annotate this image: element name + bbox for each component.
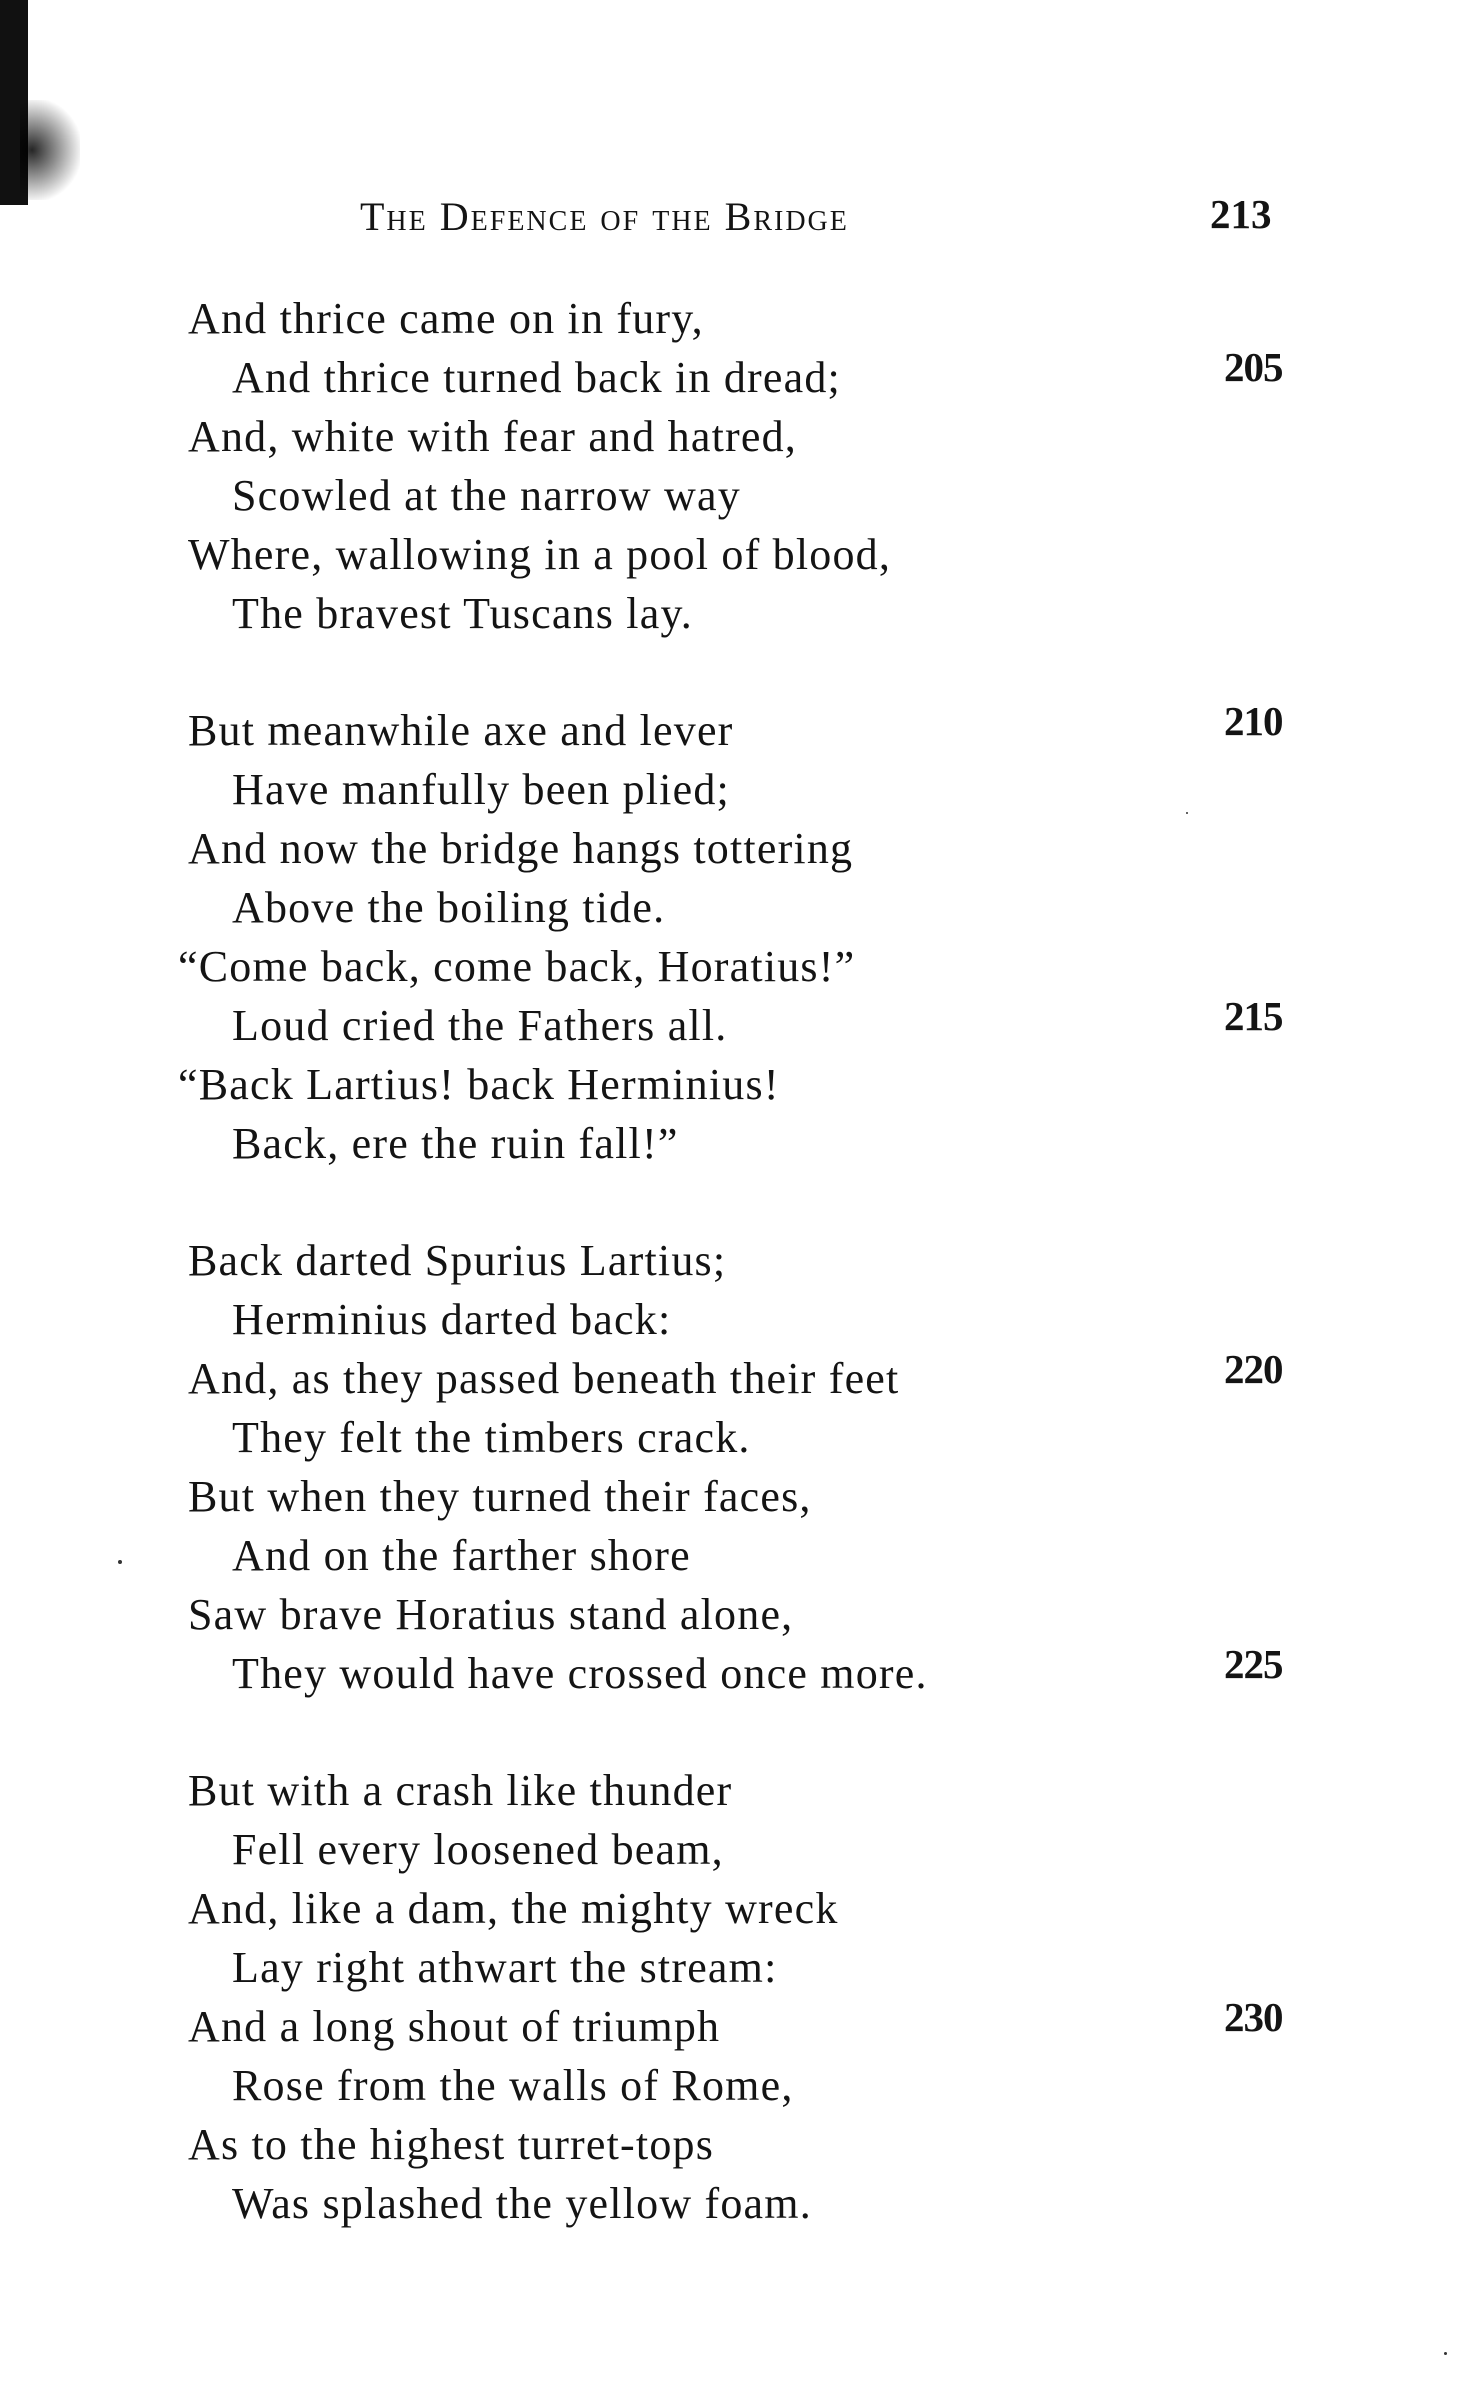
verse-line: The bravest Tuscans lay. bbox=[232, 589, 694, 638]
line-number: 225 bbox=[1224, 1641, 1283, 1687]
running-head-title: The Defence of the Bridge bbox=[360, 194, 849, 239]
verse-line: Loud cried the Fathers all. bbox=[232, 1001, 728, 1050]
line-number: 210 bbox=[1224, 698, 1283, 744]
verse-line: Rose from the walls of Rome, bbox=[232, 2061, 794, 2110]
verse-line: And now the bridge hangs tottering bbox=[188, 824, 854, 873]
scan-speck bbox=[1186, 812, 1188, 814]
scan-speck bbox=[118, 1560, 122, 1564]
verse-line: But meanwhile axe and lever bbox=[188, 706, 734, 755]
page-number: 213 bbox=[1210, 191, 1272, 237]
verse-line: Was splashed the yellow foam. bbox=[232, 2179, 812, 2228]
verse-line: And, white with fear and hatred, bbox=[188, 412, 797, 461]
verse-line: And a long shout of triumph bbox=[188, 2002, 721, 2051]
scan-edge-shadow bbox=[0, 0, 28, 205]
verse-line: And, like a dam, the mighty wreck bbox=[188, 1884, 839, 1933]
verse-line: And thrice came on in fury, bbox=[188, 294, 704, 343]
verse-line: And, as they passed beneath their feet bbox=[188, 1354, 900, 1403]
verse-line: But with a crash like thunder bbox=[188, 1766, 733, 1815]
verse-line: And on the farther shore bbox=[232, 1531, 691, 1580]
verse-line: They would have crossed once more. bbox=[232, 1649, 928, 1698]
line-number: 205 bbox=[1224, 344, 1283, 390]
verse-line: Scowled at the narrow way bbox=[232, 471, 741, 520]
line-number: 215 bbox=[1224, 993, 1283, 1039]
verse-line: As to the highest turret-tops bbox=[188, 2120, 715, 2169]
verse-line: Back, ere the ruin fall!” bbox=[232, 1119, 679, 1168]
verse-line: Have manfully been plied; bbox=[232, 765, 730, 814]
verse-line: Saw brave Horatius stand alone, bbox=[188, 1590, 794, 1639]
verse-line: “Come back, come back, Horatius!” bbox=[178, 942, 856, 991]
scan-speck bbox=[1444, 2352, 1447, 2355]
line-number: 230 bbox=[1224, 1994, 1283, 2040]
verse-line: But when they turned their faces, bbox=[188, 1472, 812, 1521]
verse-line: Where, wallowing in a pool of blood, bbox=[188, 530, 892, 579]
verse-line: Back darted Spurius Lartius; bbox=[188, 1236, 727, 1285]
verse-line: They felt the timbers crack. bbox=[232, 1413, 751, 1462]
verse-line: “Back Lartius! back Herminius! bbox=[178, 1060, 780, 1109]
verse-line: Fell every loosened beam, bbox=[232, 1825, 724, 1874]
verse-line: Herminius darted back: bbox=[232, 1295, 672, 1344]
line-number: 220 bbox=[1224, 1346, 1283, 1392]
verse-line: And thrice turned back in dread; bbox=[232, 353, 841, 402]
verse-line: Lay right athwart the stream: bbox=[232, 1943, 778, 1992]
verse-line: Above the boiling tide. bbox=[232, 883, 666, 932]
